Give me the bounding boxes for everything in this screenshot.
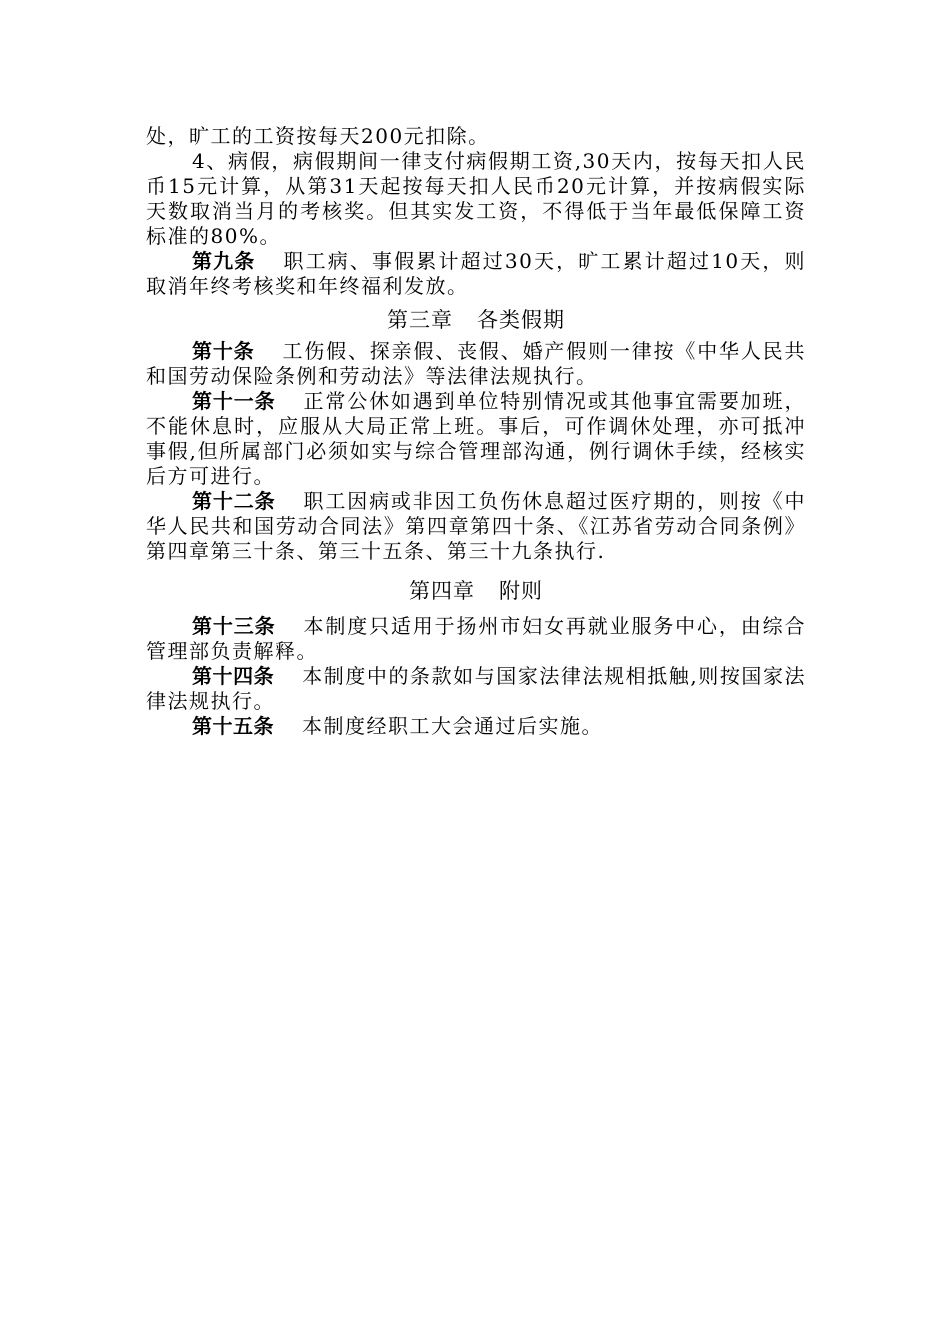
chapter-4-number: 第四章 (409, 579, 475, 603)
article-9-text: 职工病、事假累计超过30天，旷工累计超过10天，则取消年终考核奖和年终福利发放。 (146, 249, 806, 298)
chapter-4-heading (146, 576, 806, 606)
article-15-text: 本制度经职工大会通过后实施。 (302, 714, 603, 738)
article-14-label: 第十四条 (192, 664, 275, 688)
article-14 (146, 664, 806, 714)
chapter-3-number: 第三章 (387, 308, 453, 332)
chapter-3-heading (146, 305, 806, 335)
article-13-label: 第十三条 (192, 614, 276, 638)
article-10-label: 第十条 (192, 339, 255, 363)
article-11 (146, 389, 806, 489)
article-10 (146, 339, 806, 389)
chapter-3-title: 各类假期 (477, 308, 565, 332)
article-13 (146, 614, 806, 664)
article-15-label: 第十五条 (192, 714, 274, 738)
article-11-label: 第十一条 (192, 389, 276, 413)
article-12 (146, 489, 806, 564)
article-14-text: 本制度中的条款如与国家法律法规相抵触,则按国家法律法规执行。 (146, 664, 807, 713)
article-12-text: 职工因病或非因工负伤休息超过医疗期的，则按《中华人民共和国劳动合同法》第四章第四十条、《江苏省劳动合同条例》第四章第三十条、第三十五条、第三十九条执行. (146, 489, 807, 563)
document-page (146, 124, 806, 739)
article-10-text: 工伤假、探亲假、丧假、婚产假则一律按《中华人民共和国劳动保险条例和劳动法》等法律法规执行。 (146, 339, 807, 388)
chapter-4-title: 附则 (499, 579, 543, 603)
article-11-text: 正常公休如遇到单位特别情况或其他事宜需要加班，不能休息时，应服从大局正常上班。事后，可作调休处理，亦可抵冲事假,但所属部门必须如实与综合管理部沟通，例行调休手续，经核实后方可进行。 (146, 389, 807, 488)
article-13-text: 本制度只适用于扬州市妇女再就业服务中心，由综合管理部负责解释。 (146, 614, 807, 663)
paragraph-sick-leave: 4、病假，病假期间一律支付病假期工资,30天内，按每天扣人民币15元计算，从第31天起按每天扣人民币20元计算，并按病假实际天数取消当月的考核奖。但其实发工资，不得低于当年最低保障工资标准的80%。 (146, 149, 806, 248)
article-9-label: 第九条 (192, 249, 256, 273)
article-15 (146, 714, 806, 739)
paragraph-absence-deduction: 处，旷工的工资按每天200元扣除。 (146, 124, 490, 148)
article-9 (146, 249, 806, 299)
article-12-label: 第十二条 (192, 489, 276, 513)
